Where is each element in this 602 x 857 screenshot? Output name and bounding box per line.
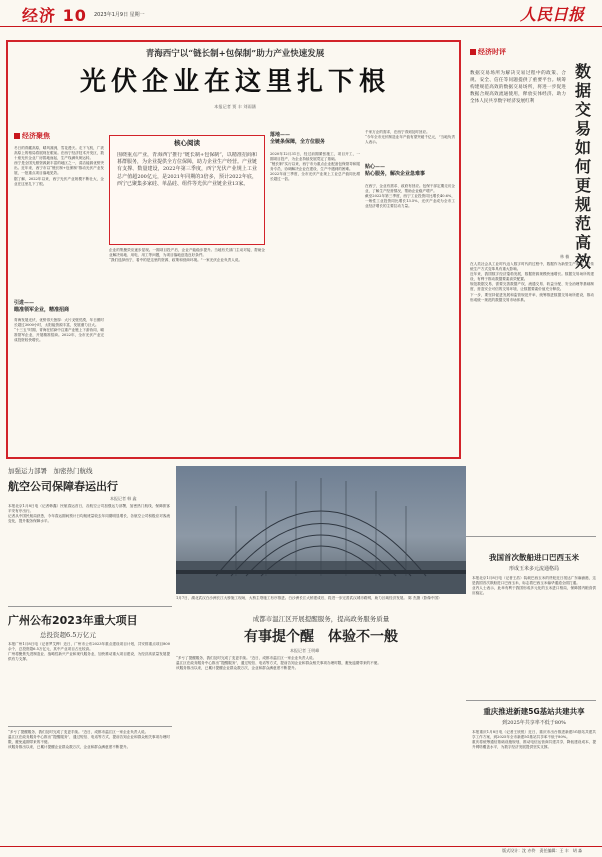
core-reading-text: 围绕重点产业，青海西宁推行“链长制+包保制”，以精准招商和暮群服务，为企业提供全方位保障，助力企业生产经营。产业链有支撑、数量建设，2022年第三季度，西宁光伏产业规上工业总产值超200亿元，是2021年同期的3倍多，预计2022年底，西宁已聚集多家硅、单晶硅、组件等光伏产业链企业13家。: [117, 152, 257, 187]
guangzhou-headline: 广州公布2023年重大项目: [8, 614, 138, 627]
masthead-bar: [0, 0, 602, 27]
issue-date: 2023年1月9日 星期一: [94, 12, 145, 18]
lead-col1-text: 冬日的青藏高原，晴风凛冽，雪花漫天。走下飞机，广袤高原上的格局将展现在眼前。在西宁经济技术开发区，数十座光伏企业厂房拔地而起，生产线满负荷运转。 西宁是全国光照资源最丰富的地区之一，清洁能源优势突出。近年来，西宁市以“链长制+包保制”推动光伏产业发展，一批重点项目落地见效。 据了解，2022年以来，西宁光伏产业规模不断壮大，企业在这里扎下了根。: [14, 146, 104, 186]
brazil-headline: 我国首次散船进口巴西玉米: [489, 553, 579, 562]
bridge-construction-icon: [176, 466, 466, 594]
lead-col5b-text: 在西宁，企业有需求、政府有回应。包保干部定期走访企业，了解生产经营情况，帮助企业稳产增产。 截至2022年第三季度，西宁工业投资同比增长40.6%，一般性工业投资同比增长13.5%，光伏产业成为全市工业经济增长的主要拉动力量。: [365, 184, 455, 209]
divider: [466, 700, 596, 701]
chengdu-kicker: 成都市温江区开展提醒服务，提高政务服务质量: [252, 615, 390, 623]
divider: [8, 606, 172, 607]
chongqing-sub: 到2025年共享率不低于80%: [502, 720, 566, 726]
commentary-body: 在人类社会从工业时代迈入数字时代的过程中，数据作为新型生产要素，对传统生产方式变革具有重大影响。 近年来，我国数字经济蓬勃发展，数据资源规模快速增长。数据交易场所的建设，有利于推动数据要素高效配置。 规范数据交易，需要完善数据产权、流通交易、收益分配、安全治理等基础制度，营造安全可信的交易环境，让数据要素价值充分释放。 下一步，要坚持促进发展和监管规范并举，统筹推进数据交易场所建设，推动形成统一规范的数据交易市场体系。: [470, 262, 594, 302]
commentary-label-text: 经济时评: [478, 48, 506, 56]
lead-subhead-3: 贴心—— 贴心服务，解决企业急难事: [365, 164, 426, 177]
label-marker-icon: [14, 133, 20, 139]
aviation-byline: 本报记者 韩 鑫: [110, 496, 137, 501]
guangzhou-sub: 总投资超6.5万亿元: [40, 631, 96, 639]
chengdu-headline: 有事提个醒 体验不一般: [244, 629, 398, 645]
chongqing-headline: 重庆推进新建5G基站共建共享: [483, 707, 585, 716]
brazil-text: 本报北京1月8日电（记者王浩）装载巴西玉米的货轮近日抵达广东麻涌港，这是我国首次散船进口巴西玉米，标志着巴西玉米输华通道全面打通。 业内人士表示，此举有利于我国形成多元化的玉米进口格局，保障国内粮食供应稳定。: [472, 576, 596, 596]
commentary-label: [470, 47, 506, 57]
brazil-sub: 形成玉米多元流通格局: [508, 566, 559, 572]
chongqing-text: 本报重庆1月8日电（记者王欣悦）近日，重庆市出台推进新建5G基站共建共享工作方案，到2025年全市新建5G基站共享率不低于80%。 重庆将统筹通信基础设施规划，推动电信运营商共建共享，降低建设成本，提升网络覆盖水平，为数字经济发展提供坚实支撑。: [472, 730, 596, 750]
commentary-author: 林 楠: [560, 254, 570, 259]
lead-byline: 本报记者 贾 丰 刘雨涵: [214, 104, 256, 109]
commentary-title: 数据交易如何更规范高效: [575, 62, 592, 271]
label-marker-icon: [470, 49, 476, 55]
guangzhou-text: 本报广州1月8日电（记者罗艾桦）近日，广州市公布2023年重点建设项目计划，共安排重点项目800余个，总投资超6.5万亿元，其中产业项目占比较高。 广州将聚焦先进制造业、战略性新兴产业和现代服务业，加快推动重大项目建设，为经济高质量发展提供有力支撑。: [8, 642, 170, 662]
chengdu-text-col1: “多亏了提醒服务，我们及时完成了变更手续。”近日，成都市温江区一家企业负责人说。 温江区在政务服务中心推出“提醒服务”，通过短信、电话等方式，提前告知企业和群众相关事项办理时限，避免逾期带来的不便。 该服务推出以来，已累计提醒企业群众数万次，企业和群众满意度不断提升。: [8, 730, 170, 750]
photo-caption: [176, 596, 468, 601]
lead-subhead-1: 引进—— 瞄准领军企业，精准招商: [14, 300, 70, 313]
bridge-photo: [176, 466, 466, 594]
divider: [8, 726, 172, 727]
lead-col1b-text: 青海发展光伏，优势得天独厚：大片戈壁荒漠，年日照时长超过3000小时，太阳能资源丰富，发展潜力巨大。 “十三五”时期，青海在招商中注重产业链上下游协同，瞄准领军企业，开展精准招商。2022年，全市光伏产业完成投资较快增长。: [14, 318, 104, 343]
aviation-text: 本报北京1月8日电（记者韩鑫）民航春运首日，各航空公司加强运力部署，加密热门航线，保障旅客平安有序出行。 记者从中国民航局获悉，今年春运期间预计日均航班量较去年同期明显增长，各航空公司积极应对客流变化，提升服务保障水平。: [8, 504, 170, 524]
lead-subhead-2: 落地—— 全链条保障，全方位服务: [270, 132, 326, 145]
photo-caption-text: 1月7日，湖北武汉白沙洲长江大桥施工现场，大桥主塔施工有序推进。白沙洲长江大桥建成后，将进一步完善武汉城市路网，助力区域经济发展。: [176, 596, 407, 600]
core-reading-title: 核心阅读: [174, 139, 200, 147]
divider: [466, 536, 596, 537]
lead-kicker: 青海西宁以“链长制+包保制”助力产业快速发展: [145, 49, 325, 59]
lead-label: [14, 131, 50, 141]
newspaper-logo: 人民日报: [519, 5, 584, 24]
photo-credit: 陈 杰摄（影像中国）: [408, 596, 442, 600]
aviation-kicker: 加强运力部署 加密热门航线: [8, 467, 93, 475]
aviation-headline: 航空公司保障春运出行: [8, 480, 118, 493]
lead-headline: 光伏企业在这里扎下根: [79, 67, 390, 97]
section-title: 经济 10: [22, 6, 87, 25]
lead-label-text: 经济聚焦: [22, 132, 50, 140]
lead-col5-text: 千家万企的需求，在西宁得到及时回应。 “今年全市光伏制造业年产值有望突破千亿元，”当地负责人表示。: [365, 130, 455, 145]
lead-col2-text: 企业的集聚效应逐步显现。一期项目投产后，企业产能稳步提升。当地有关部门主动对接，帮助企业解决用地、用电、用工等问题，为项目落地创造良好条件。 “我们选择西宁，看中的是这里的资源、政策和营商环境。”一家光伏企业负责人说。: [109, 248, 265, 263]
chengdu-text-col2: “多亏了提醒服务，我们及时完成了变更手续。”近日，成都市温江区一家企业负责人说。 温江区在政务服务中心推出“提醒服务”，通过短信、电话等方式，提前告知企业和群众相关事项办理时限，避免逾期带来的不便。 该服务推出以来，已累计提醒企业群众数万次，企业和群众满意度不断提升。: [176, 656, 381, 671]
commentary-lead: 数据交易场所为解决交易过程中的政策、合规、安全、信任等问题提供了重要平台。统筹构建规范高效的数据交易场所，将进一步促进数据合规高效流通使用，释放实体经济、助力全体人民共享数字经济发展红利: [470, 71, 566, 104]
footer-editors: 版式设计：沈 亦伶 责任编辑：王 丰 胡 淼: [502, 848, 582, 853]
chengdu-byline: 本报记者 王明峰: [290, 648, 320, 653]
lead-col4-text: 2020年12月31日，经过前期紧张施工，项目开工，一期项目投产，为企业持续发展奠定了基础。 “链长制”实行以来，西宁市为重点企业配备包保领导和服务专员，协调解决企业在建设、生产中遇到的困难。 2022年前三季度，全市光伏产业规上工业总产值同比增长超过一倍。: [270, 152, 360, 182]
